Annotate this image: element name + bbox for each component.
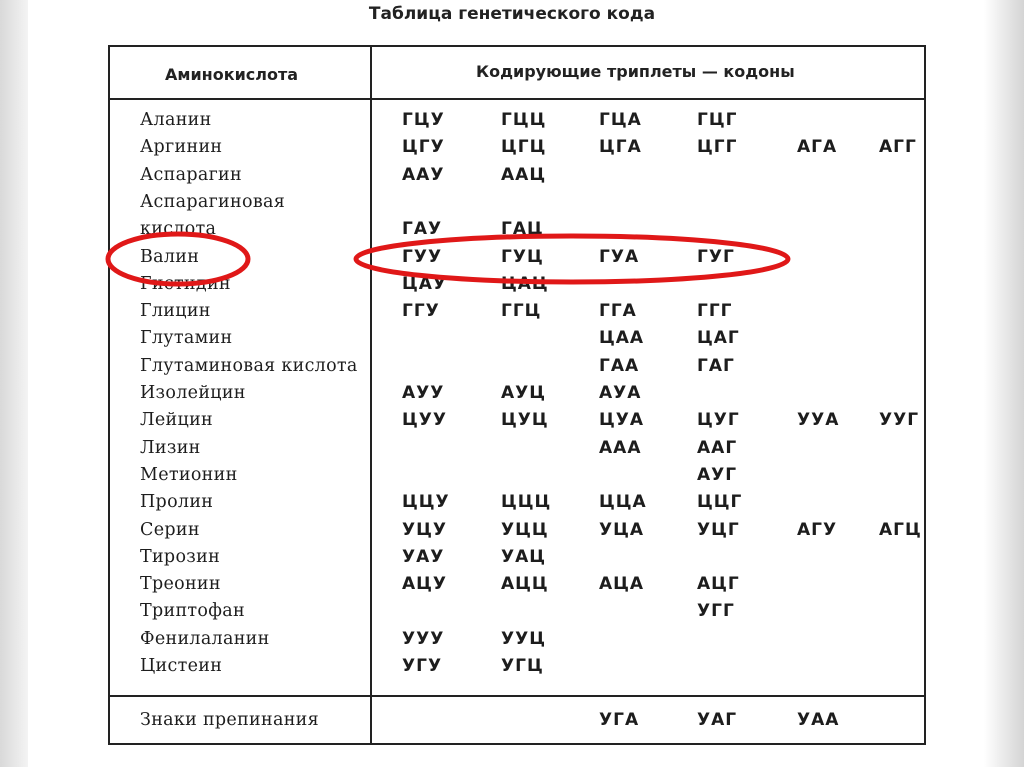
codon-cell: УЦГ: [697, 519, 740, 540]
amino-acid-name: Метионин: [140, 464, 238, 485]
codon-cell: УЦЦ: [501, 519, 549, 540]
header-amino-acid: Аминокислота: [165, 65, 299, 84]
amino-acid-name: Тирозин: [140, 546, 221, 567]
codon-cell: УУУ: [402, 628, 445, 649]
codon-cell: АЦУ: [402, 574, 448, 595]
codon-cell: ЦАЦ: [501, 273, 549, 294]
amino-acid-name: кислота: [140, 219, 217, 240]
codon-cell: ЦУА: [599, 410, 645, 431]
codon-cell: УАЦ: [501, 546, 547, 567]
amino-acid-name: Лизин: [140, 437, 201, 458]
codon-cell: УУЦ: [501, 628, 546, 649]
codon-cell: ЦЦА: [599, 492, 647, 513]
codon-cell: ГГГ: [697, 301, 733, 322]
codon-cell: УГЦ: [501, 656, 544, 676]
codon-cell: ГЦА: [599, 110, 642, 130]
highlight-ellipse-codons: [356, 236, 788, 282]
codon-cell: АЦЦ: [501, 574, 549, 595]
codon-cell: ЦГУ: [402, 137, 445, 158]
codon-cell: УАУ: [402, 546, 445, 567]
amino-acid-name: Лейцин: [140, 410, 214, 431]
header-codons: Кодирующие триплеты — кодоны: [476, 62, 795, 81]
amino-acid-name: Изолейцин: [140, 383, 246, 403]
codon-cell: ГГЦ: [501, 301, 542, 322]
amino-acid-name: Треонин: [140, 574, 221, 595]
stop-codon-cell: УАА: [797, 710, 840, 730]
codon-cell: ААУ: [402, 164, 445, 185]
codon-cell: ГАЦ: [501, 219, 544, 240]
codon-cell: ГУЦ: [501, 246, 544, 267]
codon-cell: ЦУЦ: [501, 410, 549, 431]
codon-cell: АГА: [797, 137, 838, 158]
codon-cell: ЦУГ: [697, 410, 740, 431]
codon-cell: ЦЦУ: [402, 492, 450, 513]
codon-cell: ЦАГ: [697, 328, 740, 349]
codon-cell: АУЦ: [501, 383, 547, 403]
codon-cell: ЦГА: [599, 137, 642, 158]
codon-cell: ГГУ: [402, 301, 440, 322]
stop-codon-cell: УГА: [599, 710, 640, 730]
codon-cell: АГУ: [797, 519, 838, 540]
codon-cell: ЦАУ: [402, 273, 448, 294]
codon-cell: АГЦ: [879, 519, 922, 540]
amino-acid-name: Аргинин: [140, 137, 223, 158]
codon-cell: АУГ: [697, 464, 738, 485]
amino-acid-name: Аспарагиновая: [140, 191, 286, 212]
stop-codons-label: Знаки препинания: [140, 710, 319, 730]
amino-acid-name: Цистеин: [140, 656, 223, 676]
codon-cell: ГУУ: [402, 246, 443, 267]
amino-acid-name: Валин: [140, 246, 200, 267]
codon-cell: УГУ: [402, 656, 443, 676]
amino-acid-name: Глутаминовая кислота: [140, 355, 358, 376]
codon-cell: ААЦ: [501, 164, 547, 185]
codon-cell: ГЦГ: [697, 110, 738, 130]
amino-acid-name: Серин: [140, 519, 200, 540]
codon-cell: АУУ: [402, 383, 445, 403]
codon-cell: УУГ: [879, 410, 920, 431]
amino-acid-name: Пролин: [140, 492, 214, 513]
codon-cell: ГЦЦ: [501, 110, 547, 130]
codon-cell: ААГ: [697, 437, 738, 458]
stop-codon-cell: УАГ: [697, 710, 738, 730]
codon-cell: ГАА: [599, 355, 640, 376]
amino-acid-name: Триптофан: [140, 601, 245, 622]
codon-cell: УГГ: [697, 601, 735, 622]
codon-cell: ЦГЦ: [501, 137, 547, 158]
codon-cell: ЦЦГ: [697, 492, 743, 513]
codon-cell: АГГ: [879, 137, 917, 158]
amino-acid-name: Аспарагин: [140, 164, 242, 185]
highlight-ellipse-amino: [108, 234, 248, 284]
codon-cell: ГГА: [599, 301, 637, 322]
codon-cell: ГАГ: [697, 355, 735, 376]
amino-acid-name: Фенилаланин: [140, 628, 270, 649]
codon-cell: ЦЦЦ: [501, 492, 552, 513]
codon-cell: ЦАА: [599, 328, 645, 349]
codon-cell: ЦГГ: [697, 137, 738, 158]
codon-cell: ААА: [599, 437, 642, 458]
codon-cell: УУА: [797, 410, 840, 431]
codon-cell: УЦУ: [402, 519, 447, 540]
codon-cell: АЦГ: [697, 574, 740, 595]
codon-cell: ГАУ: [402, 219, 443, 240]
codon-cell: ГУА: [599, 246, 640, 267]
amino-acid-name: Гистидин: [140, 273, 231, 294]
codon-cell: АЦА: [599, 574, 645, 595]
codon-cell: ГЦУ: [402, 110, 445, 130]
codon-cell: УЦА: [599, 519, 645, 540]
amino-acid-name: Глицин: [140, 301, 211, 322]
codon-cell: ЦУУ: [402, 410, 447, 431]
amino-acid-name: Аланин: [140, 110, 212, 130]
codon-cell: АУА: [599, 383, 642, 403]
codon-cell: ГУГ: [697, 246, 735, 267]
amino-acid-name: Глутамин: [140, 328, 233, 349]
page-title: Таблица генетического кода: [368, 4, 656, 24]
